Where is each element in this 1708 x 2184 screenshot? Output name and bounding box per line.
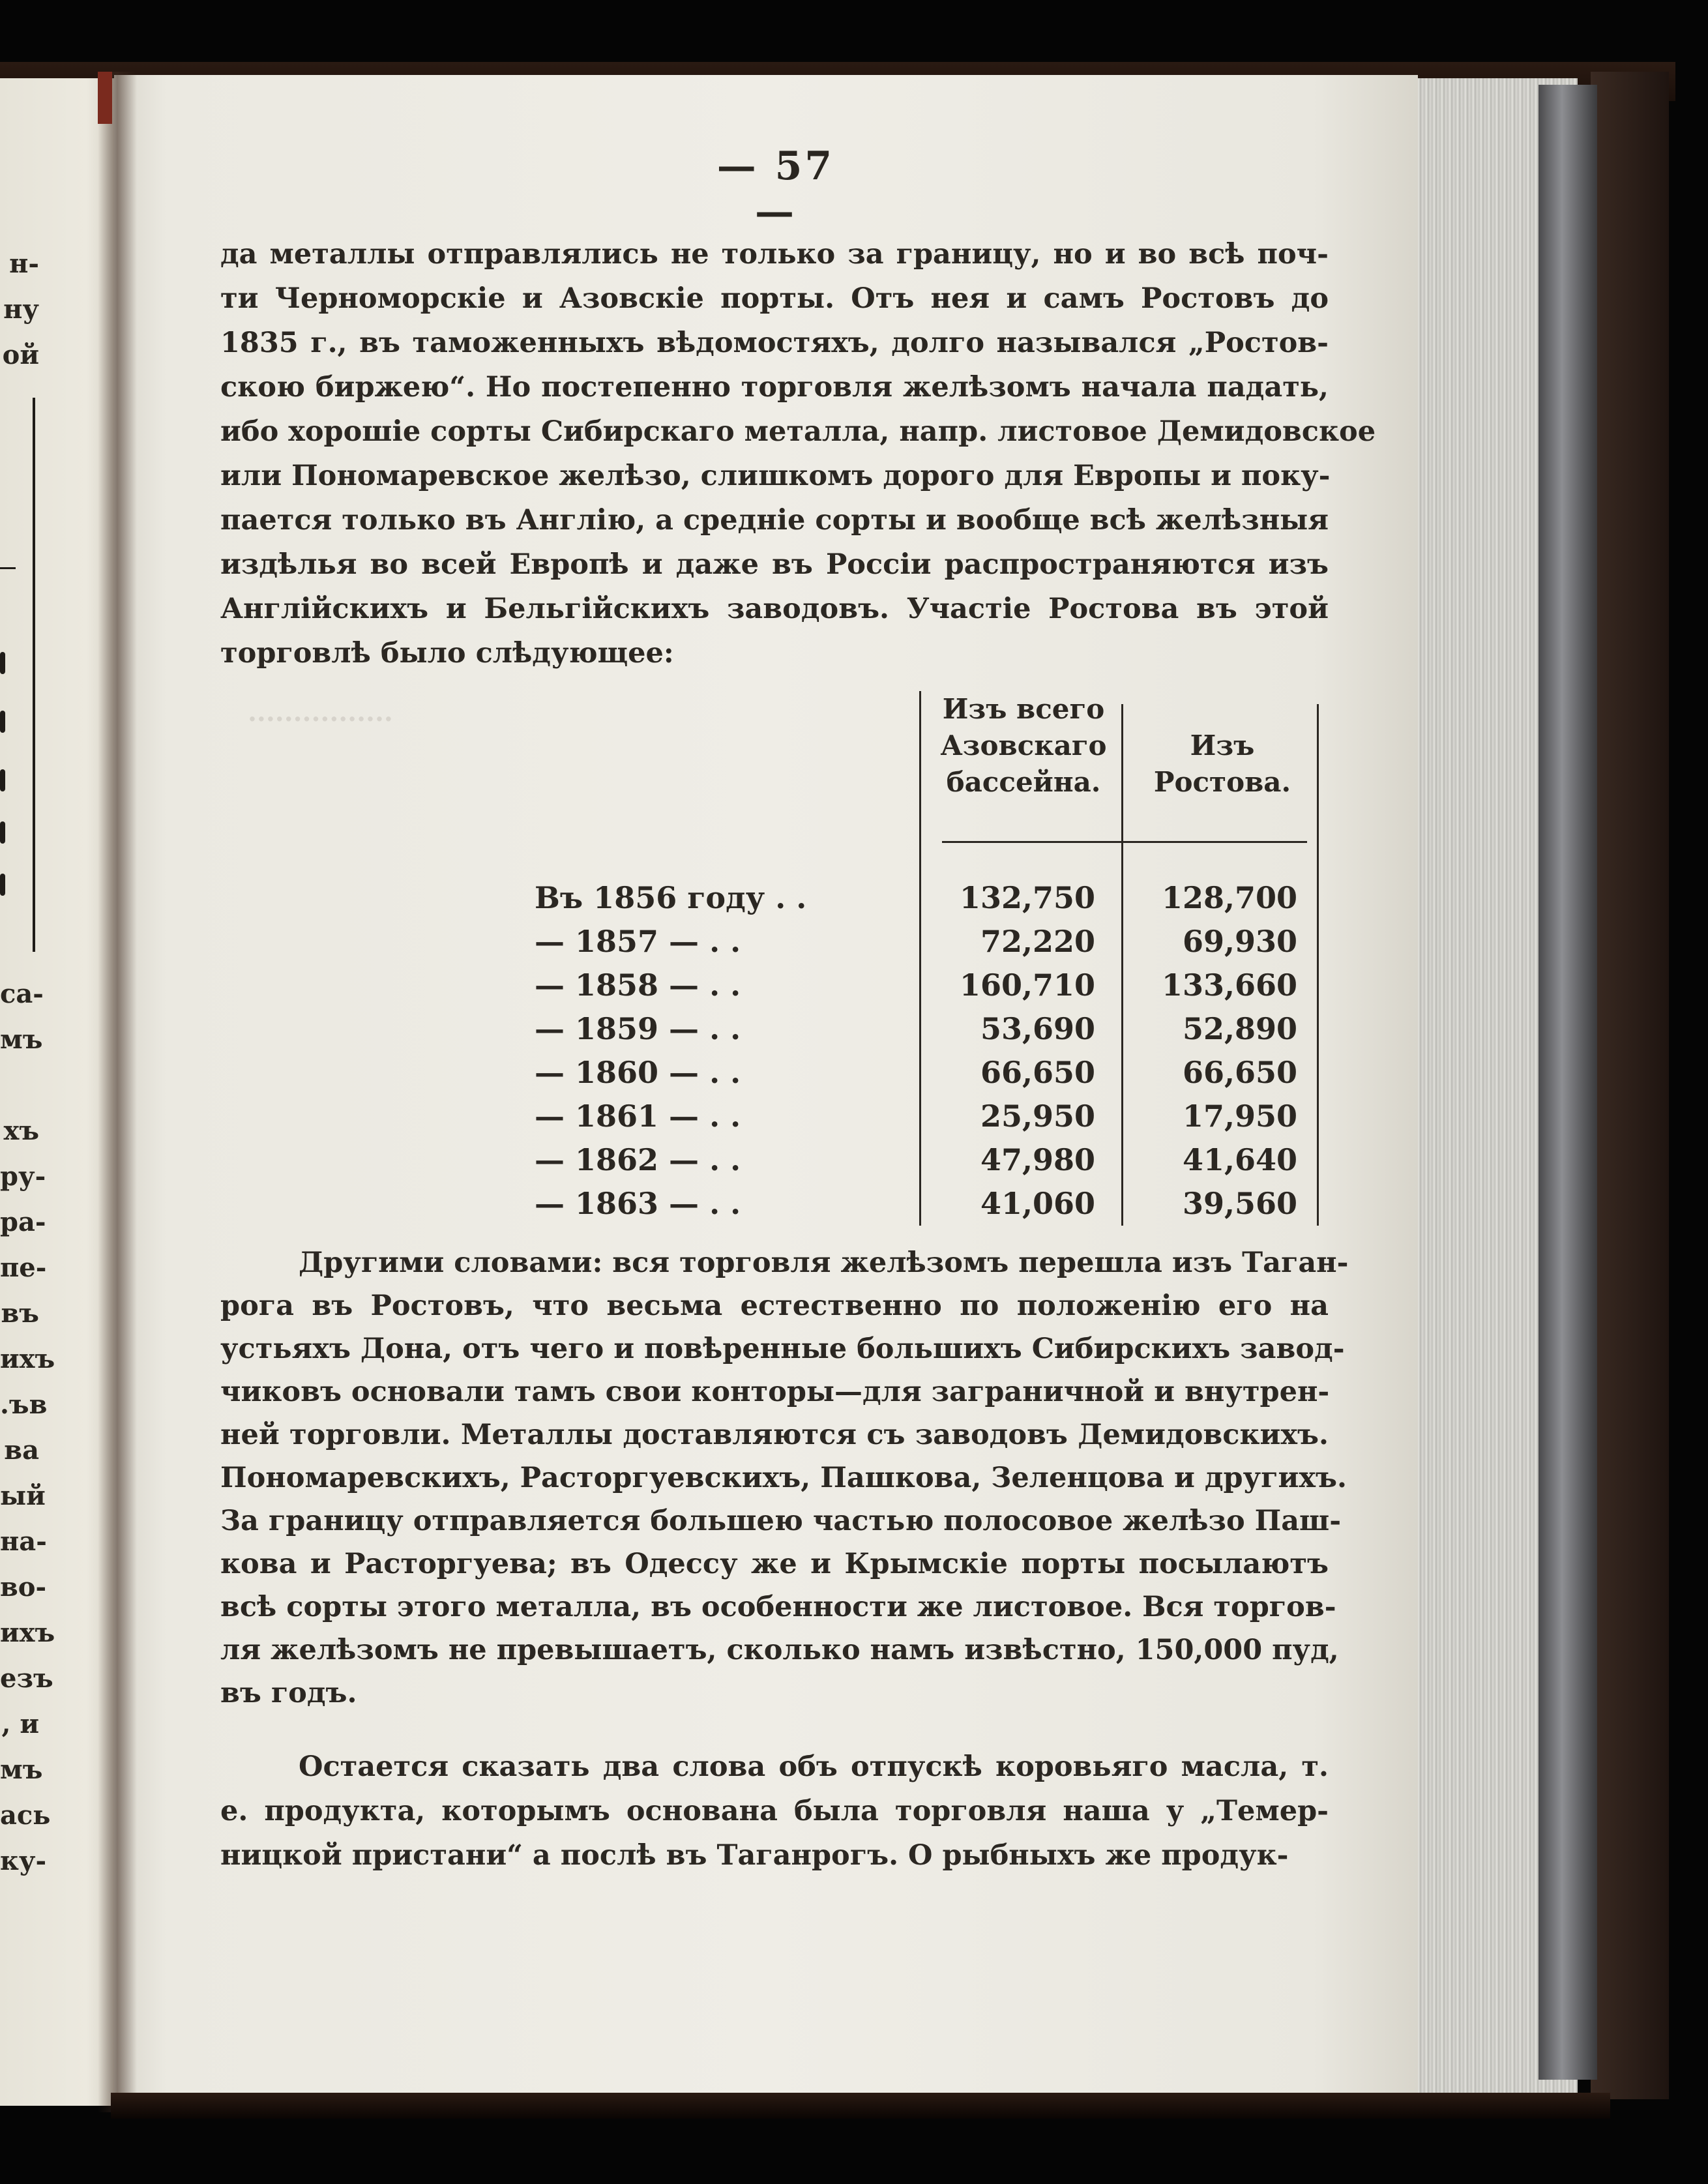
table-cell-azov: 160,710	[959, 967, 1095, 1003]
table-row-label: — 1860 — . .	[535, 1055, 741, 1090]
left-page-fragment: , и	[1, 1709, 39, 1739]
left-page-fragment: ру-	[0, 1161, 46, 1192]
page-number: — 57 —	[716, 143, 835, 235]
table-cell-azov: 66,650	[980, 1055, 1095, 1090]
left-page-mark	[0, 769, 5, 791]
text-line: 1835 г., въ таможенныхъ вѣдомостяхъ, долго назывался „Ростов-	[220, 327, 1329, 359]
table-cell-rostov: 133,660	[1161, 967, 1297, 1003]
table-row-label: Въ 1856 году . .	[535, 880, 807, 915]
text-line: скою биржею“. Но постепенно торговля желѣзомъ начала падать,	[220, 371, 1329, 404]
left-page-fragment: ва	[4, 1435, 39, 1466]
left-page-rule	[33, 398, 35, 952]
text-line: ницкой пристани“ а послѣ въ Таганрогъ. О рыбныхъ же продук-	[220, 1839, 1289, 1872]
table-cell-azov: 72,220	[980, 924, 1095, 959]
text-line: всѣ сорты этого металла, въ особенности же листовое. Вся торгов-	[220, 1591, 1336, 1623]
text-line: рога въ Ростовъ, что весьма естественно по положенію его на	[220, 1290, 1329, 1322]
text-line: чиковъ основали тамъ свои конторы—для заграничной и внутрен-	[220, 1376, 1330, 1408]
table-row-label: — 1858 — . .	[535, 967, 741, 1003]
gutter-shadow	[98, 72, 137, 2112]
text-line: Англійскихъ и Бельгійскихъ заводовъ. Участіе Ростова въ этой	[220, 593, 1329, 625]
bleed-through-text: ················	[248, 704, 393, 735]
text-line: устьяхъ Дона, отъ чего и повѣренные большихъ Сибирскихъ завод-	[220, 1333, 1345, 1365]
text-line: издѣлья во всей Европѣ и даже въ Россіи распространяются изъ	[220, 548, 1329, 581]
left-page-fragment: езъ	[0, 1663, 53, 1694]
left-page-fragment: са-	[0, 979, 44, 1009]
left-page-mark	[0, 711, 5, 733]
table-cell-azov: 25,950	[980, 1099, 1095, 1134]
table-row-label: — 1862 — . .	[535, 1142, 741, 1177]
table-cell-rostov: 52,890	[1182, 1011, 1297, 1046]
left-page-mark	[0, 874, 5, 896]
text-line: Другими словами: вся торговля желѣзомъ перешла изъ Таган-	[299, 1247, 1349, 1279]
text-line: кова и Расторгуева; въ Одессу же и Крымскіе порты посылаютъ	[220, 1548, 1329, 1580]
left-page-mark	[0, 652, 5, 674]
left-page-fragment: .ъв	[0, 1389, 48, 1420]
table-cell-rostov: 17,950	[1182, 1099, 1297, 1134]
left-page-mark	[0, 821, 5, 844]
text-line: ибо хорошіе сорты Сибирскаго металла, напр. листовое Демидовское	[220, 415, 1376, 448]
book-cover-bottom	[111, 2093, 1610, 2119]
table-cell-azov: 53,690	[980, 1011, 1095, 1046]
table-row-label: — 1861 — . .	[535, 1099, 741, 1134]
table-cell-rostov: 69,930	[1182, 924, 1297, 959]
text-line: торговлѣ было слѣдующее:	[220, 637, 674, 670]
text-line: или Пономаревское желѣзо, слишкомъ дорого для Европы и поку-	[220, 460, 1331, 492]
left-page-fragment: ась	[0, 1800, 51, 1831]
left-page-fragment: ый	[0, 1481, 46, 1511]
column-header-azov: Изъ всего Азовскаго бассейна.	[940, 693, 1107, 798]
left-page-fragment: ра-	[0, 1207, 46, 1237]
table-rule	[919, 691, 921, 1226]
left-page-fragment: ихъ	[0, 1617, 55, 1648]
table-cell-rostov: 66,650	[1182, 1055, 1297, 1090]
text-line: ней торговли. Металлы доставляются съ заводовъ Демидовскихъ.	[220, 1419, 1329, 1451]
left-page-short-rule	[0, 567, 16, 569]
left-page-fragment: во-	[0, 1572, 47, 1602]
left-page-fragment: на-	[0, 1526, 47, 1557]
page-edges-shadow	[1539, 85, 1597, 2080]
iron-trade-table	[535, 691, 1330, 1239]
table-cell-azov: 132,750	[959, 880, 1095, 915]
table-row-label: — 1857 — . .	[535, 924, 741, 959]
table-cell-azov: 47,980	[980, 1142, 1095, 1177]
left-page-fragment: мъ	[0, 1024, 43, 1055]
text-line: ти Черноморскіе и Азовскіе порты. Отъ нея и самъ Ростовъ до	[220, 282, 1329, 315]
text-line: е. продукта, которымъ основана была торговля наша у „Темер-	[220, 1795, 1329, 1827]
text-line: Остается сказать два слова объ отпускѣ коровьяго масла, т.	[299, 1750, 1329, 1783]
left-page-fragment: въ	[1, 1298, 39, 1329]
table-row-label: — 1859 — . .	[535, 1011, 741, 1046]
text-line: ля желѣзомъ не превышаетъ, сколько намъ извѣстно, 150,000 пуд,	[220, 1634, 1339, 1666]
column-header-rostov: Изъ Ростова.	[1153, 730, 1291, 798]
table-cell-azov: 41,060	[980, 1186, 1095, 1221]
table-cell-rostov: 39,560	[1182, 1186, 1297, 1221]
table-rule	[1317, 704, 1319, 1226]
table-rule	[942, 841, 1307, 843]
table-row-label: — 1863 — . .	[535, 1186, 741, 1221]
left-page-fragment: ку-	[0, 1846, 47, 1876]
left-page-fragment: н-	[9, 248, 39, 279]
table-rule	[1121, 704, 1123, 1226]
text-line: въ годъ.	[220, 1677, 357, 1709]
left-page-fragment: мъ	[0, 1754, 43, 1785]
left-page-fragment: ну	[3, 294, 39, 325]
text-line: Пономаревскихъ, Расторгуевскихъ, Пашкова, Зеленцова и другихъ.	[220, 1462, 1347, 1494]
left-page-fragment: хъ	[3, 1115, 39, 1146]
text-line: За границу отправляется большею частью полосовое желѣзо Паш-	[220, 1505, 1342, 1537]
text-line: да металлы отправлялись не только за границу, но и во всѣ поч-	[220, 238, 1329, 271]
left-page-fragment: ой	[2, 340, 39, 370]
bookmark-band	[98, 72, 112, 124]
left-page-fragment: пе-	[0, 1252, 47, 1283]
book-back-cover	[1591, 72, 1669, 2099]
table-cell-rostov: 128,700	[1161, 880, 1297, 915]
table-cell-rostov: 41,640	[1182, 1142, 1297, 1177]
text-line: пается только въ Англію, а средніе сорты и вообще всѣ желѣзныя	[220, 504, 1329, 537]
left-page-fragment: ихъ	[0, 1344, 55, 1374]
